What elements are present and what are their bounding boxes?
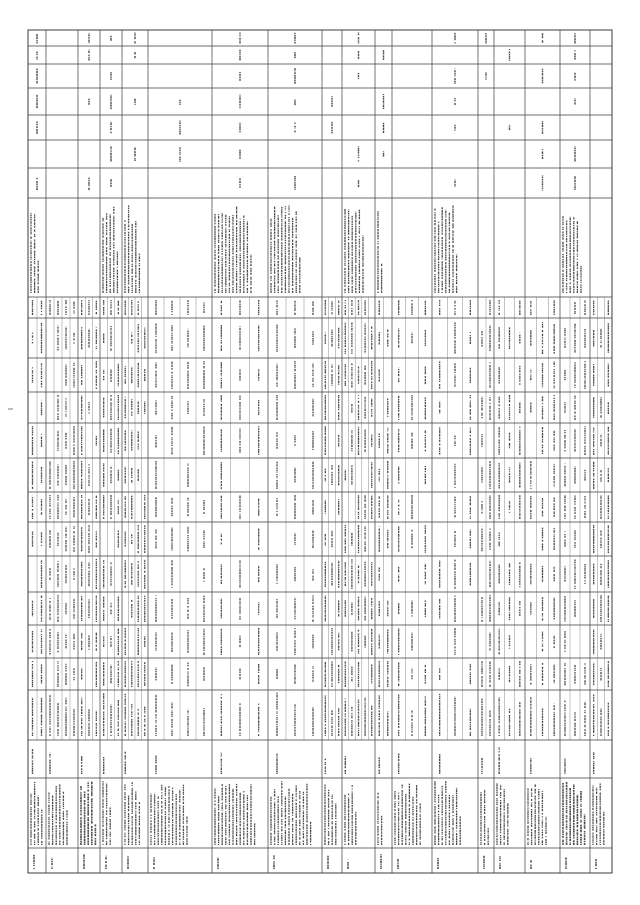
table-border [28, 30, 612, 873]
